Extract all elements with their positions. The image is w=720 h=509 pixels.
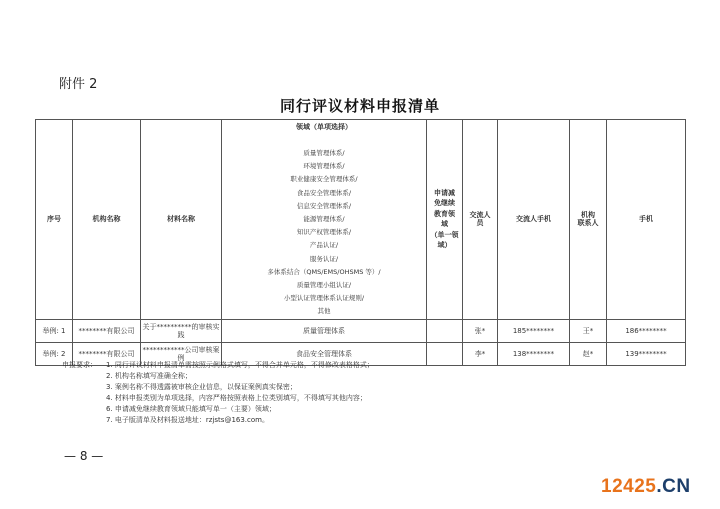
note-line [62, 404, 374, 415]
cell-contact-phone: 138******** [498, 342, 570, 365]
domain-option: 能源管理体系/ [303, 215, 345, 224]
submission-notes [62, 360, 374, 426]
header-seq: 序号 [36, 120, 73, 320]
header-mobile: 手机 [607, 120, 686, 320]
cell-material-name: ************公司审核案例 [141, 342, 222, 365]
watermark-domain: .CN [656, 476, 691, 497]
note-item: 3. 案例名称不得透露被审核企业信息，以保证案例真实保密； [106, 383, 297, 391]
domain-option: 质量管理小组认证/ [296, 281, 352, 290]
note-line [62, 382, 374, 393]
domain-option: 信息安全管理体系/ [296, 201, 352, 210]
header-edu-line: 申请减 [434, 188, 455, 197]
cell-contact: 李* [463, 342, 498, 365]
table-row [36, 319, 686, 342]
note-item: 7. 电子版清单及材料报送地址：rzjsts@163.com。 [106, 416, 269, 424]
cell-edu-domain [427, 342, 463, 365]
note-line [62, 371, 374, 382]
note-item: 2. 机构名称填写准确全称； [106, 372, 192, 380]
domain-option: 其他 [317, 307, 331, 316]
cell-contact: 张* [463, 319, 498, 342]
domain-option: 服务认证/ [309, 254, 339, 263]
header-org-contact-line: 联系人 [577, 219, 599, 228]
header-edu-line: 域 [441, 220, 448, 229]
cell-org-name: ********有限公司 [73, 319, 141, 342]
note-indent [62, 415, 106, 426]
document-title: 同行评议材料申报清单 [279, 97, 440, 115]
notes-label: 申报要求： [62, 361, 97, 369]
cell-seq: 举例: 1 [36, 319, 73, 342]
cell-org-contact: 王* [570, 319, 607, 342]
cell-mobile: 139******** [607, 342, 686, 365]
cell-org-contact: 赵* [570, 342, 607, 365]
domain-option: 环境管理体系/ [303, 162, 345, 171]
header-domain [222, 120, 427, 320]
domain-option: 职业健康安全管理体系/ [290, 175, 358, 184]
domain-option: 食品安全管理体系/ [296, 188, 352, 197]
cell-seq: 举例: 2 [36, 342, 73, 365]
header-edu-line: 免继续 [434, 199, 455, 208]
note-indent [62, 382, 106, 393]
note-indent [62, 371, 106, 382]
header-contact-line: 交流人 [469, 211, 491, 220]
header-org-contact [570, 120, 607, 320]
note-item: 1. 同行评议材料申报清单需按照示例格式填写，不得合并单元格，不得修改表格格式； [106, 361, 374, 369]
domain-option: 小型认证管理体系认证规则/ [283, 294, 365, 303]
header-edu-domain [427, 120, 463, 320]
cell-domain: 质量管理体系 [222, 319, 427, 342]
note-line [62, 415, 374, 426]
header-contact-phone: 交流人手机 [498, 120, 570, 320]
peer-review-material-table [35, 119, 686, 366]
note-line [62, 360, 374, 371]
note-item: 6. 申请减免继续教育领域只能填写单一（主要）领域； [106, 405, 276, 413]
domain-option: 产品认证/ [309, 241, 339, 250]
cell-material-name: 关于**********的审核实践 [141, 319, 222, 342]
header-domain-title: 领域（单项选择） [296, 123, 352, 131]
header-material-name: 材料名称 [141, 120, 222, 320]
page-number: — 8 — [64, 449, 104, 463]
watermark-number: 12425 [601, 476, 657, 497]
cell-org-name: ********有限公司 [73, 342, 141, 365]
header-contact-line: 员 [476, 219, 484, 228]
site-watermark-logo [601, 476, 691, 498]
note-item: 4. 材料申报类别为单项选择，内容严格按照表格上位类别填写，不得填写其他内容； [106, 394, 367, 402]
cell-domain: 食品安全管理体系 [222, 342, 427, 365]
header-org-contact-line: 机构 [581, 211, 595, 220]
header-edu-line: 域） [437, 241, 452, 250]
cell-edu-domain [427, 319, 463, 342]
domain-option: 知识产权管理体系/ [296, 228, 352, 237]
header-contact [463, 120, 498, 320]
header-edu-line: 教育领 [434, 209, 455, 218]
header-edu-line: （单一领 [430, 230, 459, 239]
attachment-label: 附件 2 [59, 77, 98, 92]
cell-contact-phone: 185******** [498, 319, 570, 342]
table-header-row [36, 120, 686, 320]
domain-option: 多体系结合（QMS/EMS/OHSMS 等）/ [267, 267, 381, 276]
note-line [62, 393, 374, 404]
header-org-name: 机构名称 [73, 120, 141, 320]
note-indent [62, 404, 106, 415]
domain-option: 质量管理体系/ [303, 149, 345, 158]
cell-mobile: 186******** [607, 319, 686, 342]
note-indent [62, 393, 106, 404]
